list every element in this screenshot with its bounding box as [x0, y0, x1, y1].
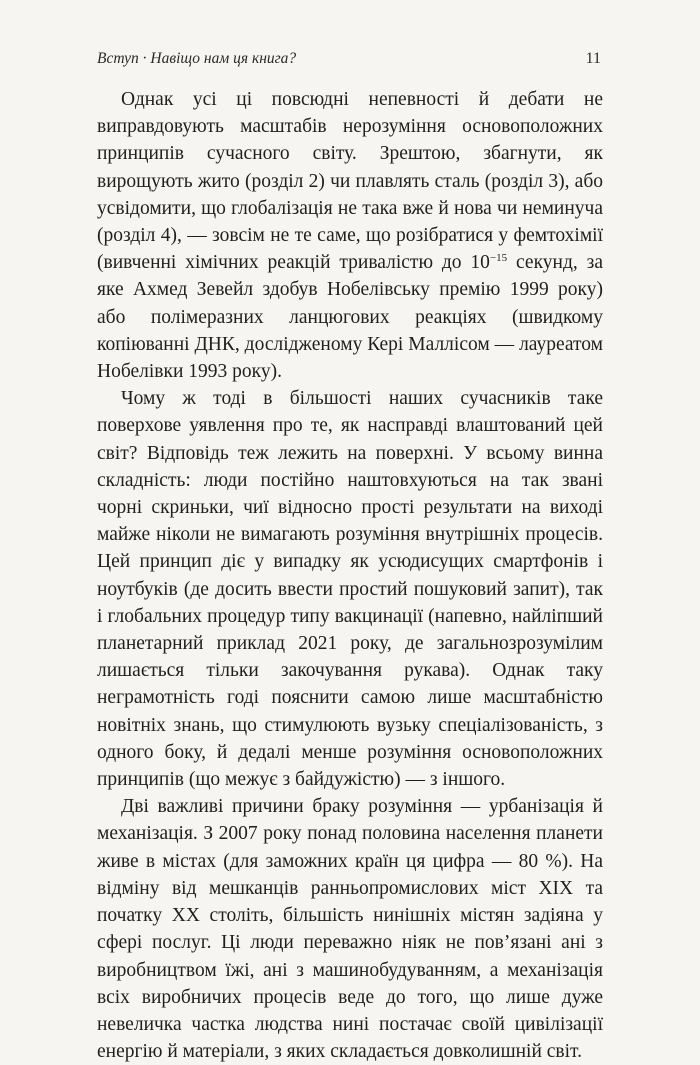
chapter-title: Вступ · Навіщо нам ця книга?: [97, 50, 297, 67]
body-text: [97, 86, 603, 1065]
paragraph-1-text-after-exponent: секунд, за яке Ахмед Зевейл здобув Нобелівську премію 1999 року) або полімеразних ланцюгових реакціях (швидкому копіюванні ДНК, дослідженому Кері Маллісом — лауреатом Нобелівки 1993 року).: [97, 252, 603, 383]
paragraph-1-text-before-exponent: Однак усі ці повсюдні непевності й дебати не виправдовують масштабів нерозуміння основоположних принципів сучасного світу. Зрештою, збагнути, як вирощують жито (розділ 2) чи плавлять сталь (розділ 3), або усвідомити, що глобалізація не така вже й нова чи неминуча (розділ 4), — зовсім не те саме, що розібратися у фемтохімії (вивченні хімічних реакцій тривалістю до 10: [97, 89, 603, 274]
running-head: [97, 50, 603, 80]
page-number: 11: [585, 50, 601, 67]
paragraph-1-exponent: −15: [489, 252, 508, 265]
paragraph-1: [97, 86, 603, 385]
paragraph-3: Дві важливі причини браку розуміння — урбанізація й механізація. З 2007 року понад половина населення планети живе в містах (для заможних країн ця цифра — 80 %). На відміну від мешканців ранньопромислових міст XIX та початку XX століть, більшість нинішніх містян задіяна у сфері послуг. Ці люди переважно ніяк не пов’язані ані з виробництвом їжі, ані з машинобудуванням, а механізація всіх виробничих процесів веде до того, що лише дуже невеличка частка людства нині постачає своїй цивілізації енергію й матеріали, з яких складається довколишній світ.: [97, 796, 603, 1063]
paragraph-2: Чому ж тоді в більшості наших сучасників таке поверхове уявлення про те, як насправді влаштований цей світ? Відповідь теж лежить на поверхні. У всьому винна складність: люди постійно наштовхуються на так звані чорні скриньки, чиї відносно прості результати на виході майже ніколи не вимагають розуміння внутрішніх процесів. Цей принцип діє у випадку як усюдисущих смартфонів і ноутбуків (де досить ввести простий пошуковий запит), так і глобальних процедур типу вакцинації (напевно, найліпший планетарний приклад 2021 року, де загальнозрозумілим лишається тільки закочування рукава). Однак таку неграмотність годі пояснити самою лише масштабністю новітніх знань, що стимулюють вузьку спеціалізованість, з одного боку, й дедалі менше розуміння основоположних принципів (що межує з байдужістю) — з іншого.: [97, 388, 603, 791]
